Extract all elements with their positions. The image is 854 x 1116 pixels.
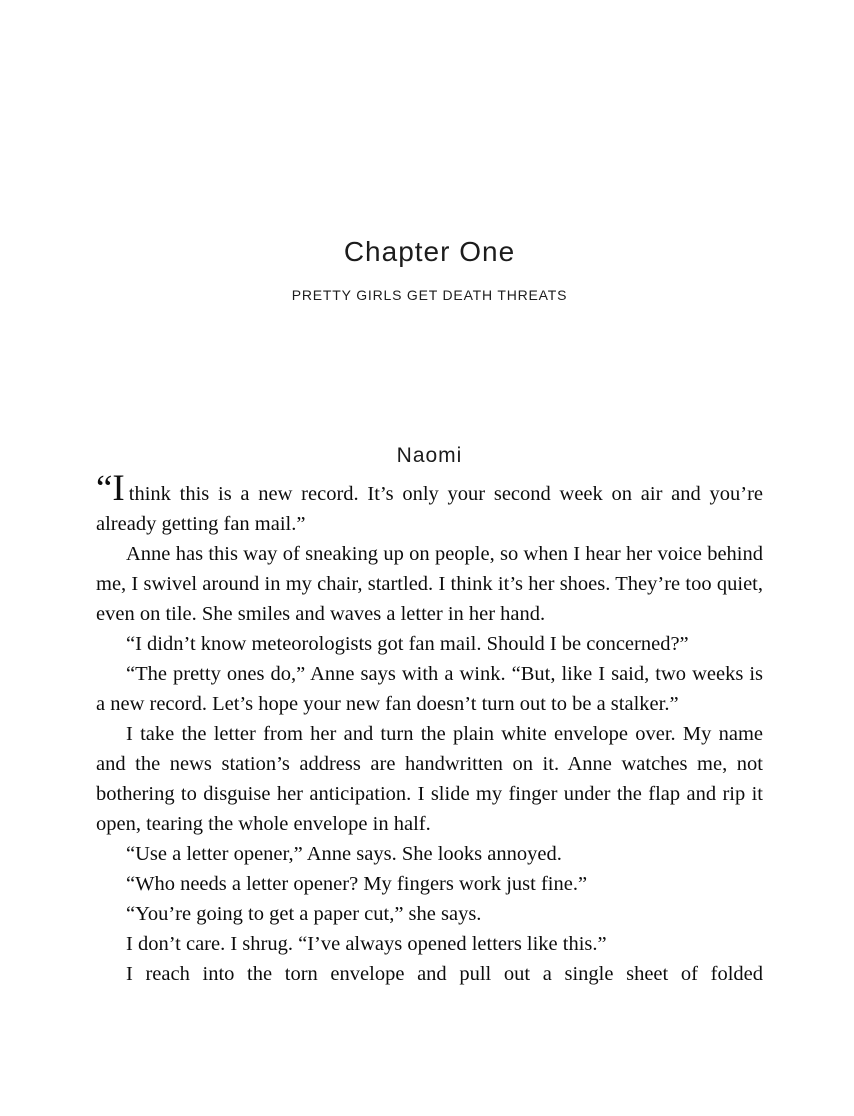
paragraph: “The pretty ones do,” Anne says with a wink. “But, like I said, two weeks is a new record. Let’s hope your new fan doesn’t turn out to be a stalker.” <box>96 663 763 715</box>
chapter-subtitle: PRETTY GIRLS GET DEATH THREATS <box>291 287 568 303</box>
paragraph: I don’t care. I shrug. “I’ve always opened letters like this.” <box>126 933 607 955</box>
text-column <box>96 0 763 989</box>
paragraph: “Who needs a letter opener? My fingers work just fine.” <box>126 873 588 895</box>
opening-paragraph-text: think this is a new record. It’s only your second week on air and you’re already getting fan mail.” <box>96 483 763 535</box>
paragraph: Anne has this way of sneaking up on people, so when I hear her voice behind me, I swivel around in my chair, startled. I think it’s her shoes. They’re too quiet, even on tile. She smiles and waves a letter in her hand. <box>96 543 763 625</box>
paragraph: I reach into the torn envelope and pull out a single sheet of folded <box>126 963 763 985</box>
paragraph: “You’re going to get a paper cut,” she says. <box>126 903 482 925</box>
chapter-title: Chapter One <box>343 236 516 267</box>
paragraph: I take the letter from her and turn the plain white envelope over. My name and the news station’s address are handwritten on it. Anne watches me, not bothering to disguise her anticipation. I slide my finger under the flap and rip it open, tearing the whole envelope in half. <box>96 723 763 835</box>
body-text <box>96 468 763 989</box>
paragraph: “Use a letter opener,” Anne says. She looks annoyed. <box>126 843 562 865</box>
raised-initial: “I <box>96 468 125 509</box>
pov-heading: Naomi <box>396 444 463 467</box>
paragraph: “I didn’t know meteorologists got fan mail. Should I be concerned?” <box>126 633 689 655</box>
opening-paragraph <box>96 468 763 539</box>
